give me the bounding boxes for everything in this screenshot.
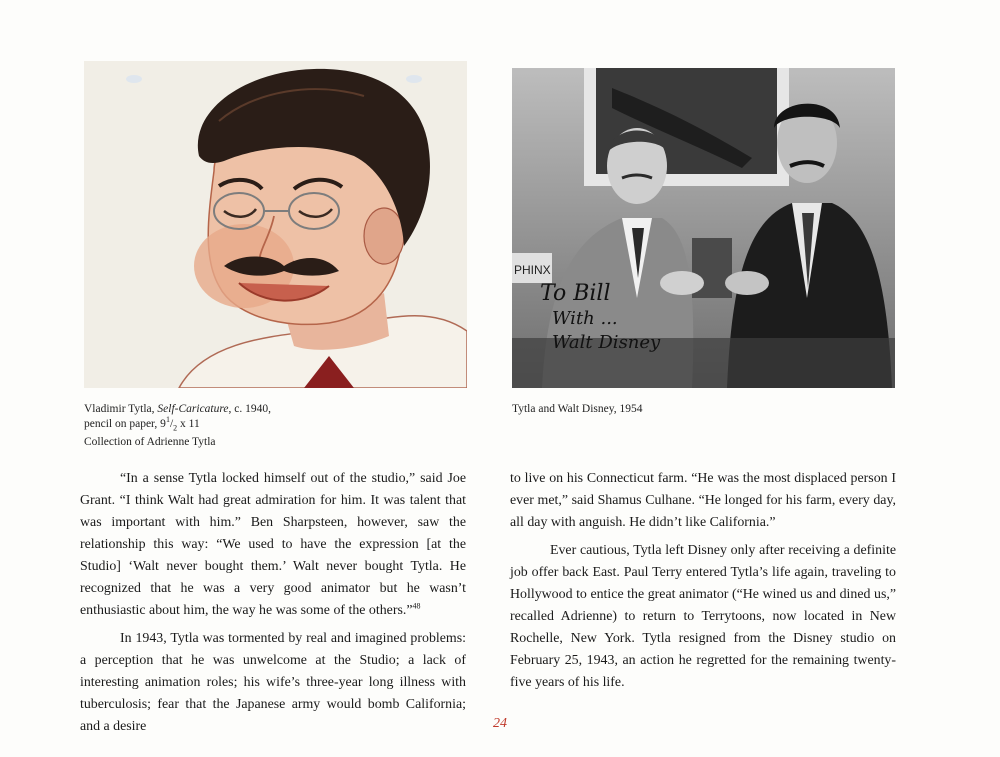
caricature-illustration — [84, 61, 467, 388]
page-number: 24 — [493, 716, 507, 731]
inscription-line-2: With ... — [552, 308, 618, 329]
photo-tytla-and-disney — [512, 68, 895, 388]
paragraph: In 1943, Tytla was tormented by real and imagined problems: a perception that he was unwelcome at the Studio; a lack of interesting animation roles; his wife’s three-year long illness with tuberculosis; fear that the Japanese army would bomb California; and a desire — [80, 631, 466, 734]
caption-photo-text: Tytla and Walt Disney, 1954 — [512, 403, 643, 415]
artwork-title: Self-Caricature — [157, 403, 229, 415]
caption-line-1: Vladimir Tytla, Self-Caricature, c. 1940, — [84, 403, 272, 415]
paragraph: “In a sense Tytla locked himself out of the studio,” said Joe Grant. “I think Walt had great admiration for him. It was talent that was important with him.” Ben Sharpsteen, however, saw the relationship this way: “We used to have the expression [at the Studio] ‘Walt never bought them.’ Walt never bought Tytla. He recognized that he was a very good animator but he wasn’t enthusiastic about him, the way he was some of the others.”$^{48}$ — [80, 471, 466, 618]
paragraph: to live on his Connecticut farm. “He was the most displaced person I ever met,” said Shamus Culhane. “He longed for his farm, every day, all day with anguish. He didn’t like California.” — [510, 471, 896, 530]
photograph-illustration — [512, 68, 895, 388]
caption-line-3: Collection of Adrienne Tytla — [84, 436, 216, 449]
text-column-right — [510, 468, 896, 694]
inscription-line-3: Walt Disney — [552, 332, 661, 353]
text-column-left — [80, 468, 466, 738]
footnote-ref: 48 — [412, 601, 421, 611]
caption-self-caricature — [84, 402, 464, 450]
caption-line-2: pencil on paper, $9^1/_2$ x 11 — [84, 415, 200, 433]
svg-text:PHINX: PHINX — [514, 263, 551, 277]
self-caricature-drawing — [84, 61, 467, 388]
paragraph: Ever cautious, Tytla left Disney only after receiving a definite job offer back East. Paul Terry entered Tytla’s life again, traveling to Hollywood to entice the great animator (“He wined us and dined us,” recalled Adrienne) to return to Terrytoons, now located in New Rochelle, New York. Tytla resigned from the Disney studio on February 25, 1943, an action he regretted for the remaining twenty-five years of his life. — [510, 543, 896, 690]
inscription-line-1: To Bill — [540, 281, 611, 306]
caption-photo — [512, 402, 892, 417]
